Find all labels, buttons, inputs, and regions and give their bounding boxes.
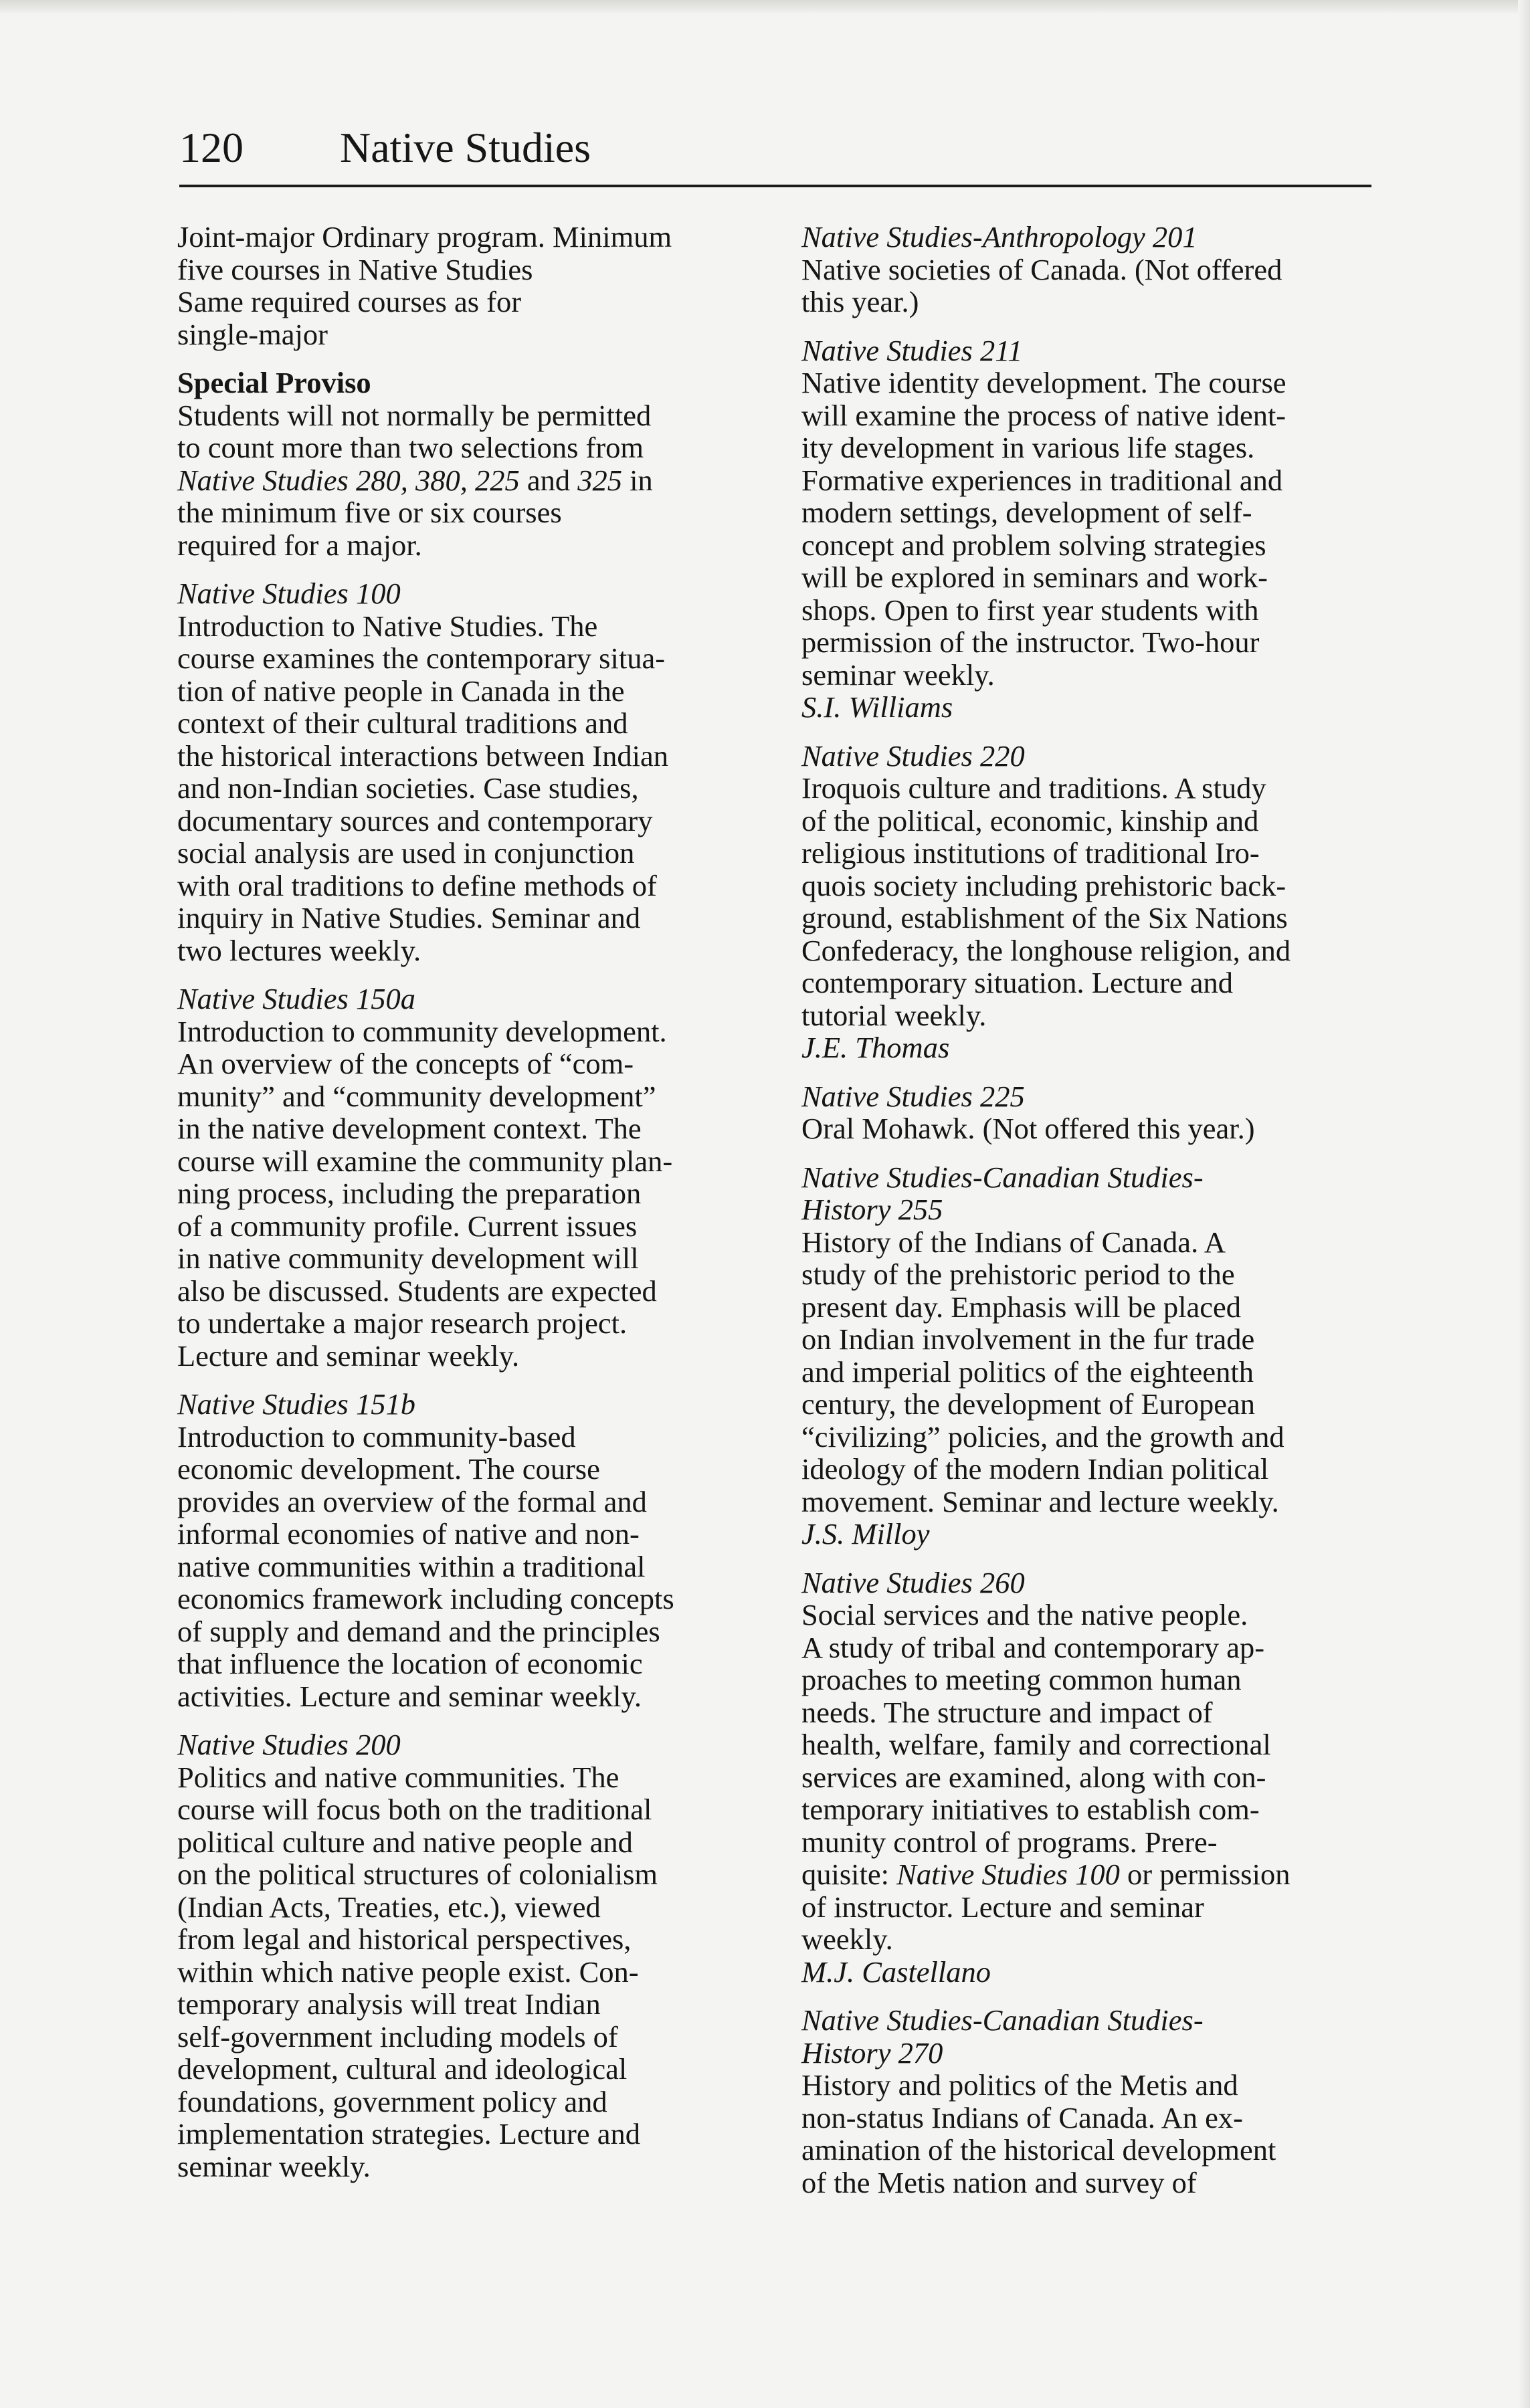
scan-edge-top [0,0,1530,15]
text-line: Students will not normally be permitted [177,398,652,432]
text-line: seminar weekly. [177,2149,371,2183]
course-title: Native Studies 200 [177,1728,401,1761]
text-line: A study of tribal and contemporary ap- [801,1630,1265,1664]
text-line: economic development. The course [177,1452,600,1486]
course-ns270 [801,2004,1390,2199]
scan-edge-right [1518,0,1530,2408]
page-number: 120 [179,124,244,171]
text-line: to undertake a major research project. [177,1306,628,1340]
text-line: of a community profile. Current issues [177,1209,638,1243]
special-proviso [177,367,759,561]
text-line: amination of the historical development [801,2133,1276,2167]
text-line: century, the development of European [801,1387,1255,1421]
text-line: this year.) [801,285,919,318]
text-line: Iroquois culture and traditions. A study [801,771,1266,805]
text-line: course will examine the community plan- [177,1144,673,1178]
text-line [177,464,759,497]
page-header [179,112,1371,186]
intro-paragraph [177,221,759,350]
text-line: course examines the contemporary situa- [177,641,666,675]
text-line: documentary sources and contemporary [177,803,653,837]
course-ns255 [801,1161,1390,1550]
text-line: two lectures weekly. [177,933,421,967]
course-title: Native Studies 150a [177,982,415,1015]
text-line: in the native development context. The [177,1112,642,1145]
text-line: will be explored in seminars and work- [801,561,1268,594]
text-line: Lecture and seminar weekly. [177,1338,520,1373]
header-rule [179,185,1371,187]
text-line: concept and problem solving strategies [801,528,1266,562]
text-line: religious institutions of traditional Iro- [801,836,1260,870]
course-title: Native Studies-Canadian Studies- [801,1160,1204,1194]
text-line: foundations, government policy and [177,2084,607,2118]
text-line: health, welfare, family and correctional [801,1728,1271,1761]
text-line: with oral traditions to define methods of [177,868,657,902]
text-line: informal economies of native and non- [177,1517,640,1550]
text-line: Joint-major Ordinary program. Minimum [177,220,672,254]
text-line: permission of the instructor. Two-hour [801,625,1260,659]
text-line: required for a major. [177,528,422,562]
text-fragment: quisite: [801,1858,897,1891]
text-line: munity control of programs. Prere- [801,1825,1218,1859]
text-line: needs. The structure and impact of [801,1695,1213,1729]
course-ref: 325 [577,463,622,497]
instructor-name: J.S. Milloy [801,1517,930,1550]
text-line: “civilizing” policies, and the growth and [801,1419,1284,1453]
course-title: Native Studies-Anthropology 201 [801,220,1198,254]
text-line: to count more than two selections from [177,431,644,464]
text-line: native communities within a traditional [177,1549,646,1583]
text-line: Formative experiences in traditional and [801,463,1283,497]
text-line: History of the Indians of Canada. A [801,1225,1226,1259]
course-title: Native Studies-Canadian Studies- [801,2003,1204,2037]
text-line: non-status Indians of Canada. An ex- [801,2100,1243,2134]
text-line [801,1858,1390,1891]
text-line: of supply and demand and the principles [177,1614,660,1648]
course-ns150a [177,983,759,1372]
text-line: and imperial politics of the eighteenth [801,1354,1254,1389]
text-line: economics framework including concepts [177,1582,674,1615]
text-line: modern settings, development of self- [801,496,1252,529]
text-line: provides an overview of the formal and [177,1484,647,1518]
text-line: Native societies of Canada. (Not offered [801,252,1282,286]
text-line: implementation strategies. Lecture and [177,2117,640,2150]
course-ref: Native Studies 100 [896,1858,1120,1891]
text-fragment: and [519,463,578,497]
text-line: An overview of the concepts of “com- [177,1047,634,1080]
text-line: shops. Open to first year students with [801,593,1259,627]
course-ns200 [177,1728,759,2183]
text-fragment: in [621,463,653,497]
instructor-name: J.E. Thomas [801,1031,950,1064]
text-line: Introduction to community development. [177,1014,667,1048]
course-title: Native Studies 100 [177,577,401,610]
text-line: quois society including prehistoric back- [801,868,1286,902]
text-line: social analysis are used in conjunction [177,836,635,870]
course-title: History 270 [801,2035,943,2070]
instructor-name: S.I. Williams [801,690,953,724]
text-line: ning process, including the preparation [177,1177,642,1210]
text-line: the historical interactions between Indian [177,738,668,773]
text-line: in native community development will [177,1241,639,1275]
text-line: from legal and historical perspectives, [177,1922,632,1956]
text-line: self-government including models of [177,2019,618,2053]
text-line: ground, establishment of the Six Nations [801,901,1288,934]
text-line: of instructor. Lecture and seminar [801,1890,1204,1924]
course-title: History 255 [801,1193,943,1226]
text-line: services are examined, along with con- [801,1760,1266,1794]
text-line: movement. Seminar and lecture weekly. [801,1484,1279,1518]
course-title: Native Studies 151b [177,1387,415,1421]
text-line: Introduction to community-based [177,1419,576,1453]
course-ns100 [177,577,759,967]
text-line: Same required courses as for [177,285,522,318]
text-line: temporary initiatives to establish com- [801,1793,1260,1826]
course-ref: Native Studies 280, 380, 225 [177,463,520,497]
text-line: also be discussed. Students are expected [177,1274,657,1308]
text-line: development, cultural and ideological [177,2052,628,2086]
instructor-name: M.J. Castellano [801,1954,991,1989]
text-line: activities. Lecture and seminar weekly. [177,1679,642,1713]
text-line: will examine the process of native ident- [801,398,1286,432]
text-line: political culture and native people and [177,1825,633,1859]
text-line: Social services and the native people. [801,1598,1248,1631]
text-line: on the political structures of colonialism [177,1858,658,1891]
text-line: Oral Mohawk. (Not offered this year.) [801,1112,1255,1145]
text-line: five courses in Native Studies [177,252,533,286]
course-ns201 [801,221,1390,318]
left-column [177,221,759,2199]
text-line: contemporary situation. Lecture and [801,966,1234,999]
text-line: present day. Emphasis will be placed [801,1290,1242,1324]
text-line: of the political, economic, kinship and [801,803,1259,837]
course-ns260 [801,1567,1390,1989]
course-ns225 [801,1080,1390,1145]
text-line: weekly. [801,1922,893,1956]
text-line: and non-Indian societies. Case studies, [177,771,639,805]
proviso-heading: Special Proviso [177,366,371,399]
text-line: ity development in various life stages. [801,431,1255,464]
course-ns220 [801,740,1390,1064]
section-title: Native Studies [340,124,591,171]
text-fragment: or permission [1119,1858,1290,1891]
text-line: proaches to meeting common human [801,1663,1242,1696]
text-line: Confederacy, the longhouse religion, and [801,933,1291,967]
course-title: Native Studies 225 [801,1079,1025,1113]
text-line: munity” and “community development” [177,1079,656,1113]
text-line: Politics and native communities. The [177,1760,619,1794]
course-ns151b [177,1388,759,1712]
course-title: Native Studies 220 [801,738,1025,773]
course-ns211 [801,334,1390,724]
text-line: temporary analysis will treat Indian [177,1987,601,2021]
text-line: tion of native people in Canada in the [177,674,625,708]
text-line: Introduction to Native Studies. The [177,609,598,643]
text-line: seminar weekly. [801,658,995,692]
text-line: (Indian Acts, Treaties, etc.), viewed [177,1890,601,1924]
text-line: Native identity development. The course [801,366,1286,399]
text-line: single-major [177,317,328,351]
right-column [801,221,1390,2215]
text-line: context of their cultural traditions and [177,706,628,740]
text-line: within which native people exist. Con- [177,1954,639,1989]
course-title: Native Studies 260 [801,1565,1025,1599]
text-line: ideology of the modern Indian political [801,1452,1269,1486]
text-line: the minimum five or six courses [177,496,562,529]
text-line: on Indian involvement in the fur trade [801,1322,1255,1356]
text-line: tutorial weekly. [801,998,987,1032]
text-line: that influence the location of economic [177,1647,643,1680]
course-title: Native Studies 211 [801,333,1023,367]
text-line: study of the prehistoric period to the [801,1258,1235,1291]
text-line: course will focus both on the traditional [177,1793,652,1826]
text-line: inquiry in Native Studies. Seminar and [177,901,641,934]
text-line: History and politics of the Metis and [801,2068,1238,2102]
text-line: of the Metis nation and survey of [801,2165,1197,2199]
